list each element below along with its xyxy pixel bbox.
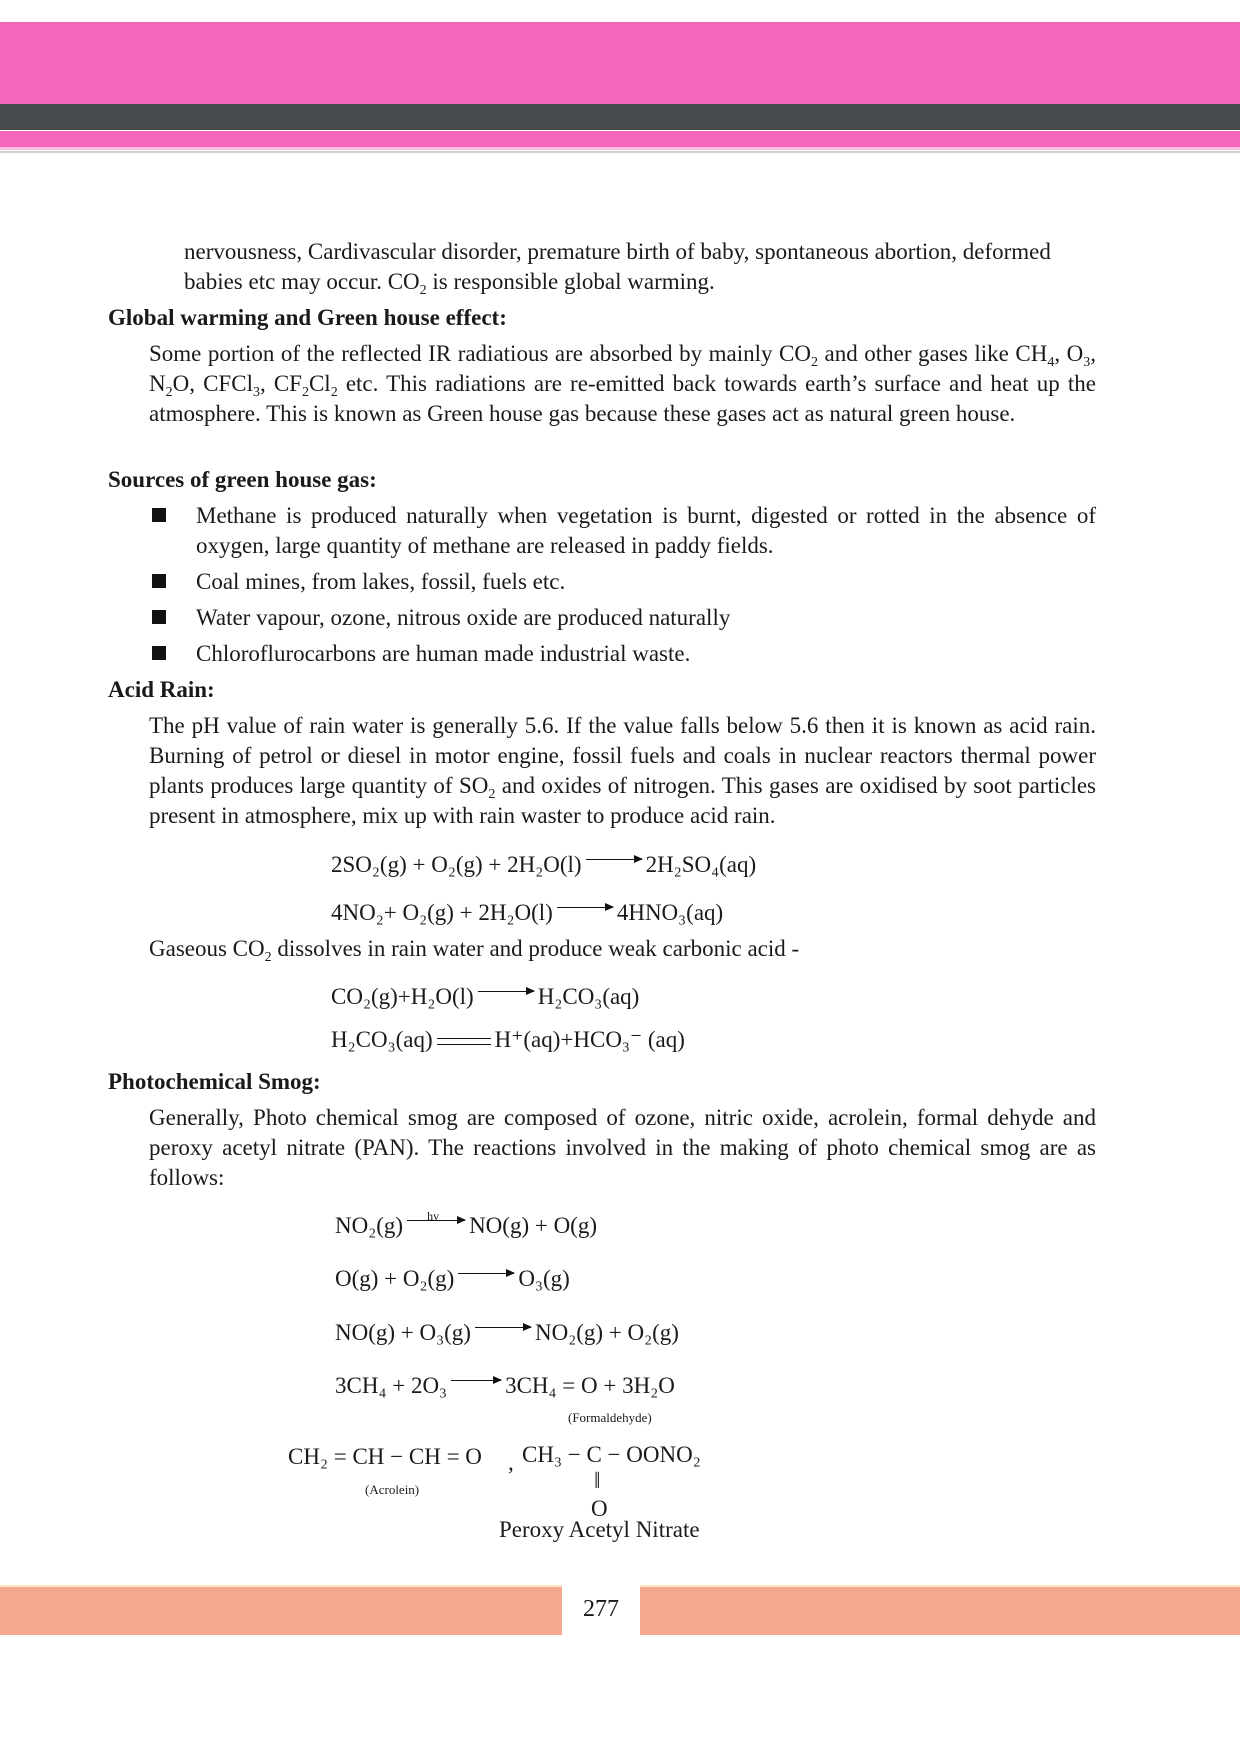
- gw-sub: 3: [1083, 355, 1091, 370]
- right-arrow-icon: [557, 907, 613, 908]
- pan-name: Peroxy Acetyl Nitrate: [499, 1517, 700, 1542]
- bullet-square-icon: [152, 574, 166, 588]
- sources-heading: Sources of green house gas:: [108, 467, 377, 492]
- gw-sub: 4: [1047, 355, 1055, 370]
- reaction-photolysis: [335, 1211, 597, 1241]
- co2-text-1: Gaseous CO: [149, 936, 265, 961]
- eq2-products: 4HNO₃(aq): [616, 900, 724, 925]
- bullet-square-icon: [152, 646, 166, 660]
- r3-products: NO₂(g) + O₂(g): [534, 1320, 679, 1345]
- gw-text-4: , N: [149, 341, 1096, 396]
- bullet-square-icon: [152, 610, 166, 624]
- right-arrow-icon: [478, 991, 534, 992]
- gw-sub: 2: [165, 385, 173, 400]
- hv-label: hv: [427, 1209, 440, 1224]
- equation-carbonic: [331, 982, 639, 1012]
- source-item: Methane is produced naturally when vegetation is burnt, digested or rotted in the absence of oxygen, large quantity of methane are released in paddy fields.: [196, 503, 1096, 558]
- pan-formula: CH₃ − C − OONO₂: [522, 1442, 701, 1467]
- co2-paragraph: [149, 934, 1096, 964]
- co2-text-2: dissolves in rain water and produce weak carbonic acid -: [271, 936, 800, 961]
- eq1-reactants: 2SO₂(g) + O₂(g) + 2H₂O(l): [331, 852, 582, 877]
- acid-rain-paragraph: [149, 711, 1096, 831]
- source-item: Chloroflurocarbons are human made industrial waste.: [196, 641, 691, 666]
- gw-sub: 3: [252, 385, 260, 400]
- reaction-ozone: [335, 1264, 570, 1294]
- gw-sub: 2: [330, 385, 338, 400]
- r2-reactants: O(g) + O₂(g): [335, 1266, 455, 1291]
- acid-rain-heading: Acid Rain:: [108, 677, 215, 702]
- gw-text-8: etc. This radiations are re-emitted back towards earth’s surface and heat up the atmosphere. This is known as Green house gas because these gases act as natural green house.: [149, 371, 1096, 426]
- right-arrow-icon: [586, 859, 642, 860]
- r2-products: O₃(g): [518, 1266, 570, 1291]
- right-arrow-icon: [407, 1209, 465, 1224]
- smog-paragraph: Generally, Photo chemical smog are composed of ozone, nitric oxide, acrolein, formal dehyde and peroxy acetyl nitrate (PAN). The reactions involved in the making of photo chemical smog are as follows:: [149, 1105, 1096, 1190]
- gw-sub: 2: [810, 355, 818, 370]
- header-pink-stripe: [0, 131, 1240, 147]
- pan-oxygen: O: [591, 1496, 608, 1521]
- gw-text-1: Some portion of the reflected IR radiatious are absorbed by mainly CO: [149, 341, 811, 366]
- formaldehyde-label: (Formaldehyde): [568, 1410, 652, 1425]
- header-pink-band: [0, 22, 1240, 104]
- gw-text-6: , CF: [259, 371, 302, 396]
- reaction-no: [335, 1318, 679, 1348]
- smog-heading: Photochemical Smog:: [108, 1069, 321, 1094]
- r3-reactants: NO(g) + O₃(g): [335, 1320, 471, 1345]
- eq4-products: H⁺(aq)+HCO₃⁻ (aq): [494, 1027, 685, 1052]
- intro-line2-end: is responsible global warming.: [426, 269, 715, 294]
- bullet-square-icon: [152, 508, 166, 522]
- intro-line1: nervousness, Cardivascular disorder, premature birth of baby, spontaneous abortion, deformed: [184, 239, 1051, 264]
- co2-sub: 2: [264, 950, 272, 965]
- gw-sub: 2: [301, 385, 309, 400]
- eq3-reactants: CO₂(g)+H₂O(l): [331, 984, 474, 1009]
- reaction-formaldehyde: [335, 1371, 675, 1401]
- page-number: 277: [562, 1582, 640, 1636]
- intro-line2-start: babies etc may occur. CO: [184, 269, 420, 294]
- eq2-reactants: 4NO₂+ O₂(g) + 2H₂O(l): [331, 900, 553, 925]
- eq4-reactants: H₂CO₃(aq): [331, 1027, 433, 1052]
- acrolein-formula: CH₂ = CH − CH = O: [288, 1444, 482, 1469]
- right-arrow-icon: [458, 1273, 514, 1274]
- source-item: Water vapour, ozone, nitrous oxide are produced naturally: [196, 605, 731, 630]
- acid-rain-text-2: and oxides of nitrogen. This gases are oxidised by soot particles present in atmosphere, mix up with rain waster to produce acid rain.: [149, 773, 1096, 828]
- gw-text-7: Cl: [308, 371, 331, 396]
- right-arrow-icon: [475, 1327, 531, 1328]
- acid-rain-text-1: The pH value of rain water is generally 5.6. If the value falls below 5.6 then it is known as acid rain. Burning of petrol or diesel in motor engine, fossil fuels and coals in nuclear reactors thermal power plants produces large quantity of SO: [149, 713, 1096, 798]
- header-light-stripe: [0, 147, 1240, 150]
- eq1-products: 2H₂SO₄(aq): [645, 852, 757, 877]
- gw-text-5: O, CFCl: [172, 371, 253, 396]
- gw-text-2: and other gases like CH: [817, 341, 1048, 366]
- equation-so2: [331, 850, 756, 880]
- pan-double-bond: ‖: [594, 1468, 601, 1493]
- equation-dissociation: [331, 1025, 685, 1055]
- r1-reactants: NO₂(g): [335, 1213, 404, 1238]
- acrolein-label: (Acrolein): [365, 1482, 420, 1497]
- global-warming-paragraph: [149, 339, 1096, 429]
- r4-reactants: 3CH₄ + 2O₃: [335, 1373, 448, 1398]
- intro-sub: 2: [419, 283, 427, 298]
- eq3-products: H₂CO₃(aq): [537, 984, 640, 1009]
- source-item: Coal mines, from lakes, fossil, fuels etc.: [196, 569, 566, 594]
- r1-products: NO(g) + O(g): [469, 1213, 597, 1238]
- equation-no2: [331, 898, 723, 928]
- right-arrow-icon: [451, 1380, 501, 1381]
- formula-separator: ,: [508, 1450, 514, 1475]
- global-warming-heading: Global warming and Green house effect:: [108, 305, 507, 330]
- gw-text-3: , O: [1054, 341, 1084, 366]
- intro-paragraph: [184, 237, 1096, 297]
- acid-rain-sub: 2: [488, 787, 496, 802]
- equilibrium-arrow-icon: [437, 1036, 491, 1048]
- header-dark-band: [0, 104, 1240, 130]
- header-grey-stripe: [0, 151, 1240, 153]
- r4-products: 3CH₄ = O + 3H₂O: [505, 1373, 675, 1398]
